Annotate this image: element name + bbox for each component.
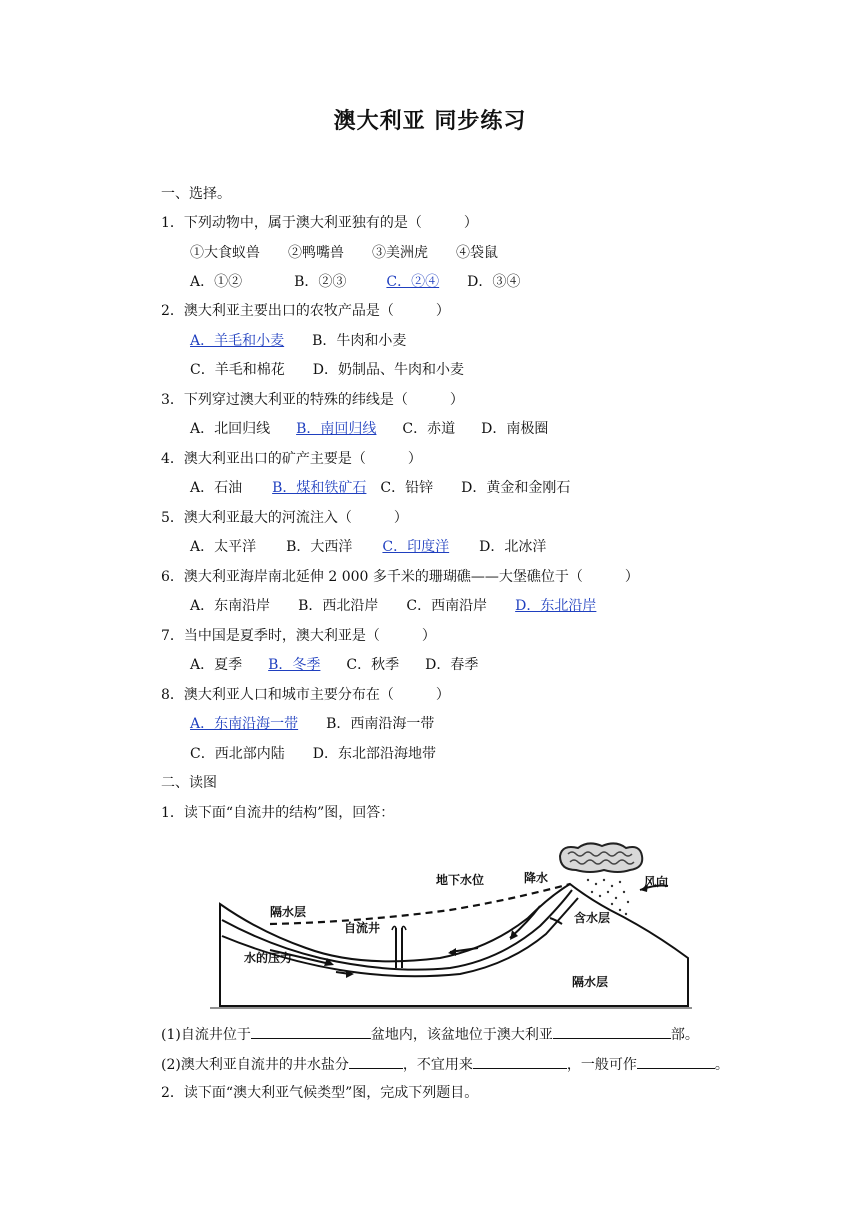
label-well: 自流井 [344,921,381,935]
q1-item-2: ②鸭嘴兽 [288,245,344,261]
blank-basin[interactable] [251,1024,371,1039]
sub2-text-c: ，一般可作 [566,1057,637,1073]
q6-option-d-answer: D．东北沿岸 [515,598,597,614]
question-2-options-row1 [190,331,406,351]
label-wind: 风向 [644,875,669,889]
question-5-options [190,537,546,557]
q1-item-3: ③美洲虎 [372,245,428,261]
q3-option-b-answer: B．南回归线 [296,421,377,437]
question-7-stem: 7．当中国是夏季时，澳大利亚是（ ） [161,628,436,644]
label-impermeable-top: 隔水层 [270,905,307,919]
q4-option-d: D．黄金和金刚石 [461,480,571,496]
blank-unsuitable-use[interactable] [473,1054,567,1069]
question-1-options [190,272,520,292]
q8-option-c: C．西北部内陆 [190,746,285,762]
blank-salinity[interactable] [349,1054,403,1069]
q1-item-1: ①大食蚁兽 [190,245,260,261]
q7-option-b-answer: B．冬季 [268,657,321,673]
question-3-stem: 3．下列穿过澳大利亚的特殊的纬线是（ ） [161,392,464,408]
q2-option-c: C．羊毛和棉花 [190,362,285,378]
question-2-stem: 2．澳大利亚主要出口的农牧产品是（ ） [161,303,450,319]
q1-item-4: ④袋鼠 [456,245,498,261]
q1-option-a: A．①② [190,274,243,290]
cloud-icon [560,843,642,872]
q5-option-c-answer: C．印度洋 [382,539,450,555]
q6-option-a: A．东南沿岸 [190,598,271,614]
q4-option-a: A．石油 [190,480,243,496]
question-8-stem: 8．澳大利亚人口和城市主要分布在（ ） [161,687,450,703]
question-1-items [190,243,498,263]
label-groundwater: 地下水位 [436,873,485,887]
q5-option-b: B．大西洋 [286,539,353,555]
blank-region[interactable] [553,1024,671,1039]
section-heading-reading: 二、读图 [161,775,217,791]
q5-option-d: D．北冰洋 [479,539,547,555]
q2-option-b: B．牛肉和小麦 [312,333,407,349]
question-2-options-row2 [190,360,464,380]
question-8-options-row1 [190,714,434,734]
groundwater-line [270,884,570,924]
q1-option-d: D．③④ [467,274,521,290]
q6-option-b: B．西北沿岸 [298,598,379,614]
page-title: 澳大利亚 同步练习 [333,108,527,134]
question-1-stem: 1．下列动物中，属于澳大利亚独有的是（ ） [161,215,478,231]
q1-option-b: B．②③ [294,274,347,290]
q7-option-d: D．春季 [425,657,479,673]
artesian-well-diagram [210,840,692,1012]
q3-option-c: C．赤道 [402,421,456,437]
question-7-options [190,655,478,675]
q2-option-a-answer: A．羊毛和小麦 [190,333,285,349]
reading-1-sub1 [161,1024,699,1045]
reading-1-sub2 [161,1054,729,1075]
q4-option-b-answer: B．煤和铁矿石 [272,480,367,496]
label-rain: 降水 [524,871,549,885]
label-impermeable-bottom: 隔水层 [572,975,609,989]
q3-option-a: A．北回归线 [190,421,271,437]
q3-option-d: D．南极圈 [481,421,549,437]
q8-option-d: D．东北部沿海地带 [312,746,436,762]
sub2-text-b: ，不宜用来 [402,1057,473,1073]
sub1-text-a: (1)自流井位于 [161,1027,251,1043]
question-3-options [190,419,548,439]
question-5-stem: 5．澳大利亚最大的河流注入（ ） [161,510,408,526]
q8-option-b: B．西南沿海一带 [326,716,435,732]
q5-option-a: A．太平洋 [190,539,257,555]
sub2-text-d: 。 [714,1057,729,1073]
q7-option-c: C．秋季 [346,657,400,673]
label-pressure: 水的压力 [244,951,293,965]
question-6-options [190,596,596,616]
sub1-text-b: 盆地内，该盆地位于澳大利亚 [370,1027,553,1043]
section-heading-choice: 一、选择。 [161,186,231,202]
reading-1-stem: 1．读下面“自流井的结构”图，回答： [161,805,395,821]
question-8-options-row2 [190,744,436,764]
q6-option-c: C．西南沿岸 [406,598,488,614]
question-4-stem: 4．澳大利亚出口的矿产主要是（ ） [161,451,422,467]
q2-option-d: D．奶制品、牛肉和小麦 [312,362,464,378]
question-4-options [190,478,570,498]
q8-option-a-answer: A．东南沿海一带 [190,716,299,732]
label-aquifer: 含水层 [574,911,611,925]
blank-general-use[interactable] [637,1054,715,1069]
sub1-text-c: 部。 [670,1027,699,1043]
q1-option-c-answer: C．②④ [386,274,440,290]
question-6-stem: 6．澳大利亚海岸南北延伸 2 000 多千米的珊瑚礁——大堡礁位于（ ） [161,569,639,585]
q4-option-c: C．铅锌 [380,480,434,496]
sub2-text-a: (2)澳大利亚自流井的井水盐分 [161,1057,349,1073]
reading-2-stem: 2．读下面“澳大利亚气候类型”图，完成下列题目。 [161,1085,479,1101]
q7-option-a: A．夏季 [190,657,243,673]
